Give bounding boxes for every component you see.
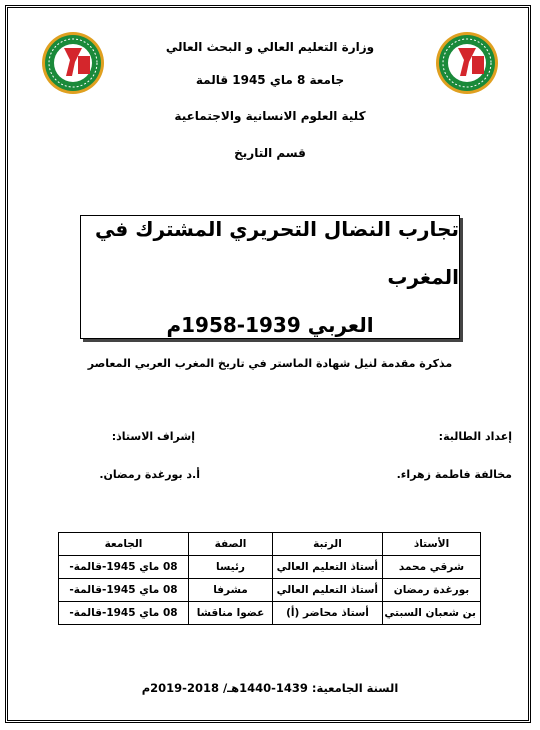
supervisor-label: إشراف الاستاذ:	[111, 430, 195, 443]
table-row	[59, 579, 481, 602]
jury-university: 08 ماي 1945-قالمة-	[59, 579, 189, 602]
prepared-by-label: إعداد الطالبة:	[438, 430, 512, 443]
thesis-title-box	[80, 215, 460, 339]
jury-name: بن شعبان السبتي	[383, 602, 481, 625]
header-rank: الرتبة	[273, 533, 383, 556]
jury-name: شرقي محمد	[383, 556, 481, 579]
thesis-subtitle: مذكرة مقدمة لنيل شهادة الماستر في تاريخ المغرب العربي المعاصر	[87, 357, 453, 370]
header-university: الجامعة	[59, 533, 189, 556]
jury-rank: أستاذ التعليم العالي	[273, 556, 383, 579]
ministry-name: وزارة التعليم العالي و البحث العالي	[165, 40, 375, 54]
jury-role: مشرفا	[189, 579, 273, 602]
student-name: مخالفة فاطمة زهراء.	[396, 468, 512, 481]
jury-university: 08 ماي 1945-قالمة-	[59, 556, 189, 579]
university-seal-icon	[434, 30, 500, 96]
faculty-name: كلية العلوم الانسانية والاجتماعية	[174, 109, 366, 123]
jury-rank: أستاذ التعليم العالي	[273, 579, 383, 602]
thesis-title-line2: العربي 1939-1958م	[166, 313, 374, 337]
jury-name: بورغدة رمضان	[383, 579, 481, 602]
jury-role: عضوا مناقشا	[189, 602, 273, 625]
jury-table-header	[59, 533, 481, 556]
supervisor-name: أ.د بورغدة رمضان.	[99, 468, 200, 481]
department-name: قسم التاريخ	[234, 146, 306, 160]
jury-role: رئيسا	[189, 556, 273, 579]
jury-rank: أستاذ محاضر (أ)	[273, 602, 383, 625]
jury-university: 08 ماي 1945-قالمة-	[59, 602, 189, 625]
jury-table	[58, 532, 481, 625]
thesis-title-line1: تجارب النضال التحريري المشترك في المغرب	[94, 217, 459, 289]
table-row	[59, 602, 481, 625]
academic-year: السنة الجامعية: 1439-1440هـ/ 2018-2019م	[141, 681, 399, 695]
header-role: الصفة	[189, 533, 273, 556]
university-seal-icon	[40, 30, 106, 96]
header-professor: الأستاذ	[383, 533, 481, 556]
table-row	[59, 556, 481, 579]
university-name: جامعة 8 ماي 1945 قالمة	[195, 73, 345, 87]
